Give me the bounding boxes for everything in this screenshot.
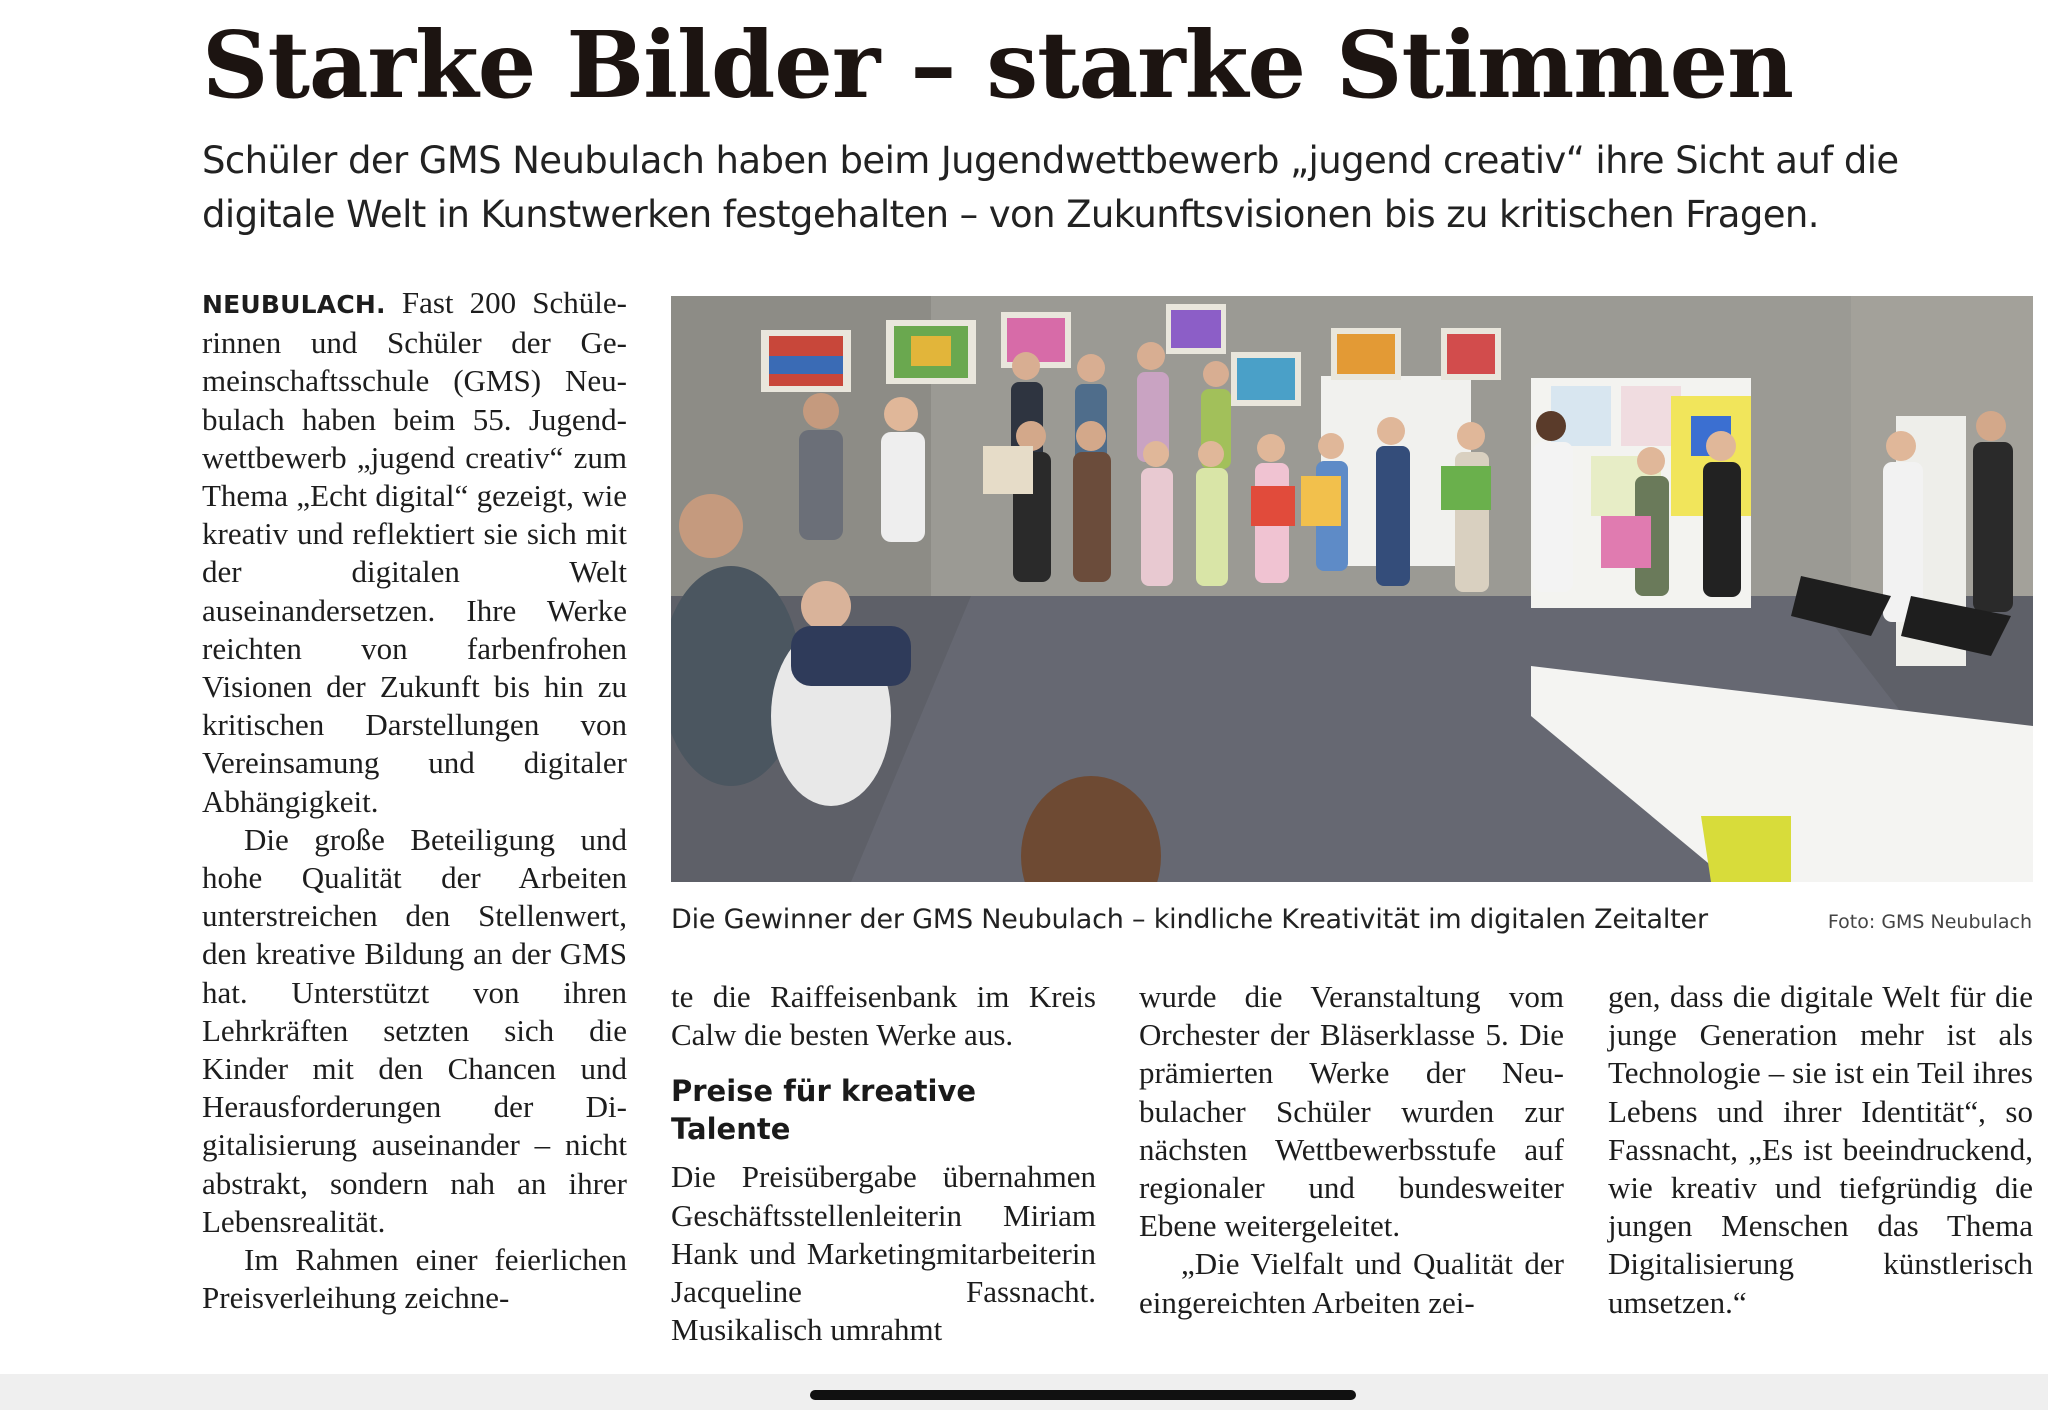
- paragraph: gen, dass die digitale Welt für die junge Generation mehr ist als Technologie – sie ist ein Teil ihres Lebens und ihrer Identität“, so Fassnacht, „Es ist beeindruckend, wie kreativ und tiefgründig die jungen Menschen das Thema Digitalisierung künstlerisch umsetzen.“: [1608, 979, 2033, 1320]
- article-column-3: [1139, 978, 1564, 1322]
- paragraph: Die Preisübergabe übernahmen Geschäftsstellenleiterin Miriam Hank und Marketingmitarbeiterin Jacqueline Fassnacht. Musikalisch umrahmt: [671, 1159, 1096, 1348]
- home-indicator[interactable]: [810, 1390, 1356, 1400]
- paragraph-text: Fast 200 Schülerinnen und Schüler der Gemeinschaftsschule (GMS) Neubulach haben beim 55. Jugendwettbewerb „jugend creativ“ zum Thema „Echt digital“ gezeigt, wie kreativ und reflektiert sie sich mit der digitalen Welt auseinandersetzen. Ihre Werke reichten von farbenfrohen Visionen der Zukunft bis hin zu kritischen Darstellungen von Vereinsamung und digitaler Abhängigkeit.: [202, 285, 627, 819]
- paragraph: „Die Vielfalt und Qualität der eingereichten Arbeiten zei-: [1139, 1246, 1564, 1320]
- photo-caption: Die Gewinner der GMS Neubulach – kindliche Kreativität im digitalen Zeitalter: [671, 904, 1708, 935]
- paragraph: [202, 284, 627, 821]
- article-headline: Starke Bilder – starke Stimmen: [202, 11, 1794, 119]
- article-subheadline: Schüler der GMS Neubulach haben beim Jugendwettbewerb „jugend creativ“ ihre Sicht auf die digitale Welt in Kunstwerken festgehalten – von Zukunftsvisionen bis zu kritischen Fragen.: [202, 139, 1899, 236]
- article-photo: [671, 296, 2033, 882]
- article-column-1: [202, 284, 627, 1317]
- section-subhead: Preise für kreative Talente: [671, 1074, 977, 1147]
- paragraph: wurde die Veranstaltung vom Orchester der Bläserklasse 5. Die prämierten Werke der Neubulacher Schüler wurden zur nächsten Wettbewerbsstufe auf regionaler und bundesweiter Ebene weitergeleitet.: [1139, 979, 1564, 1244]
- dateline: NEUBULACH.: [202, 290, 386, 319]
- article-column-4: [1608, 978, 2033, 1322]
- paragraph: Im Rahmen einer feierlichen Preisverleihung zeichne-: [202, 1242, 627, 1316]
- paragraph: te die Raiffeisenbank im Kreis Calw die besten Werke aus.: [671, 979, 1096, 1053]
- article-column-2: [671, 978, 1096, 1349]
- paragraph: Die große Beteiligung und hohe Qualität der Arbeiten unterstreichen den Stellenwert, den kreative Bildung an der GMS hat. Unterstützt von ihren Lehrkräften setzten sich die Kinder mit den Chancen und Herausforderungen der Digitalisierung auseinander – nicht abstrakt, sondern nah an ihrer Lebensrealität.: [202, 821, 627, 1239]
- photo-credit: Foto: GMS Neubulach: [1827, 911, 2032, 933]
